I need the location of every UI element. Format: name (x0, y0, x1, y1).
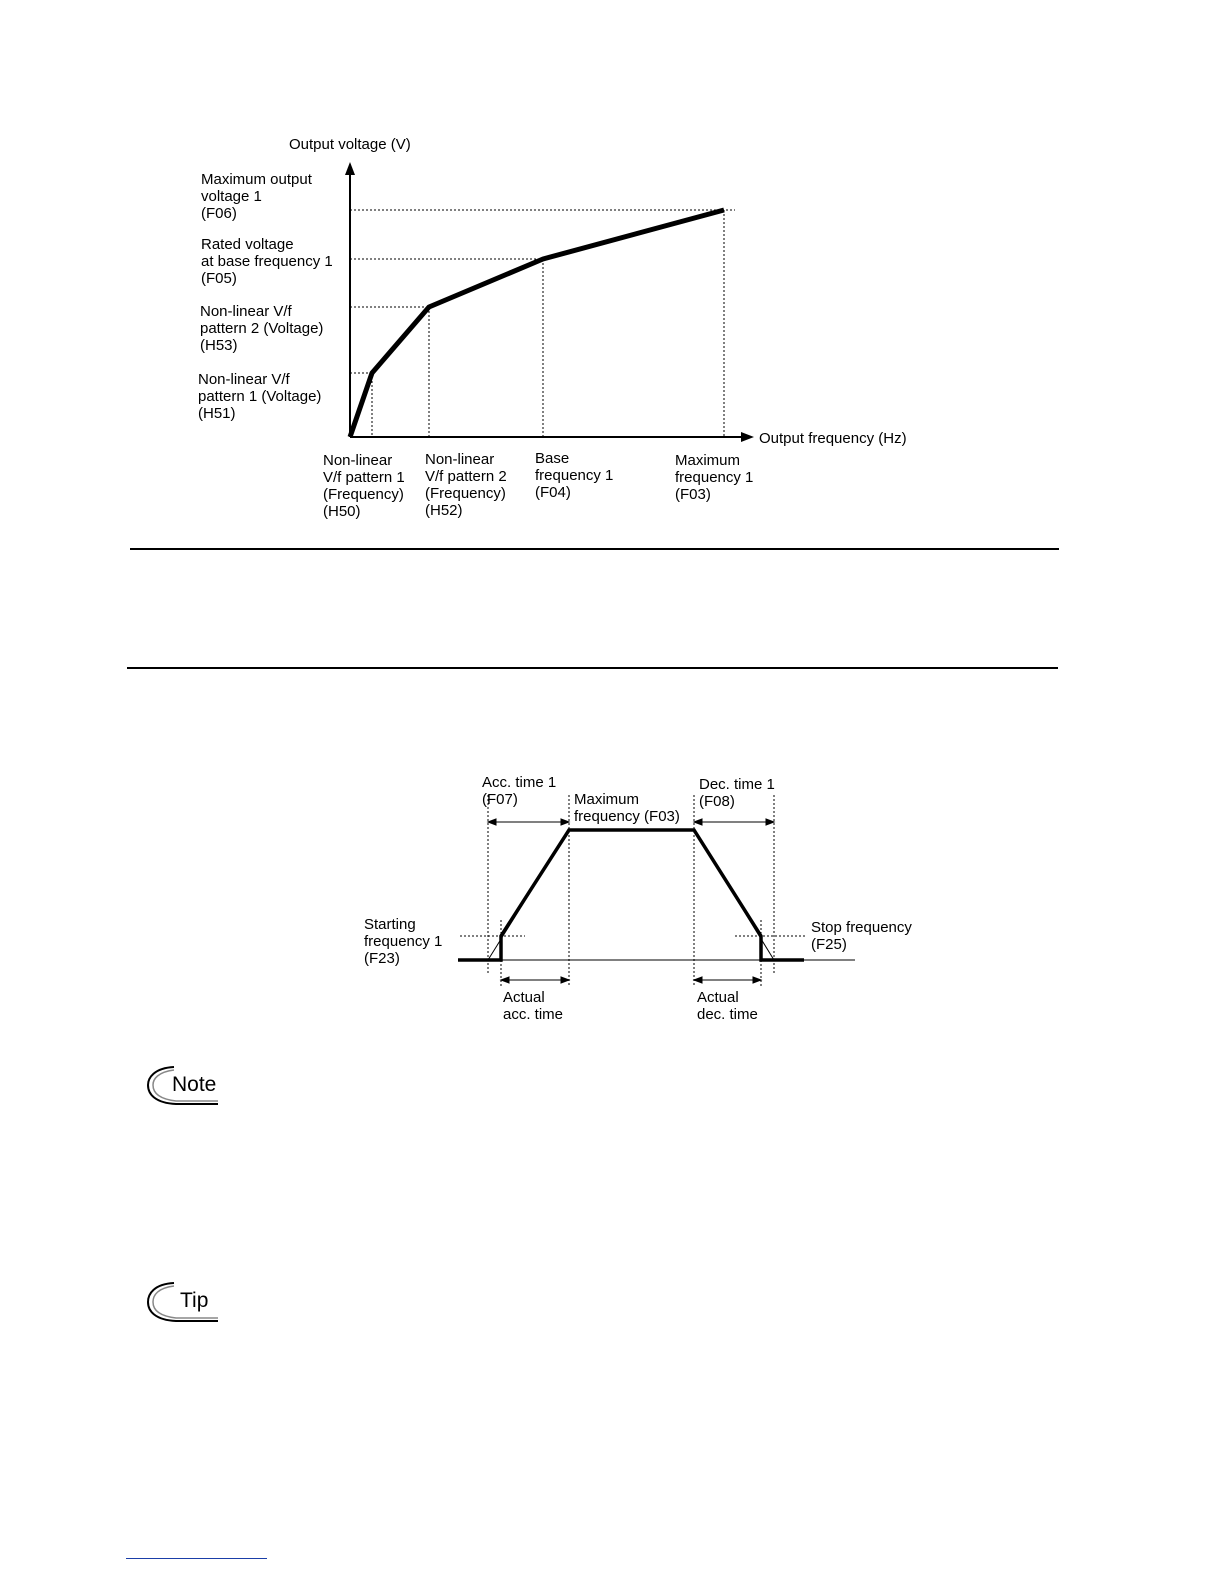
label-nonlinear-2-freq: Non-linear V/f pattern 2 (Frequency) (H52) (425, 451, 507, 519)
label-max-frequency: Maximum frequency (F03) (574, 791, 680, 825)
label-actual-acc: Actual acc. time (503, 989, 564, 1023)
vf-curve (350, 210, 724, 437)
x-axis-arrow (741, 432, 754, 442)
acc-time-arrow-right (561, 819, 569, 825)
actual-dec-arrow-left (694, 977, 702, 983)
tip-badge-label: Tip (180, 1289, 209, 1312)
label-nonlinear-2-voltage: Non-linear V/f pattern 2 (Voltage) (H53) (200, 303, 324, 354)
label-rated-voltage: Rated voltage at base frequency 1 (F05) (201, 236, 333, 287)
actual-acc-arrow-right (561, 977, 569, 983)
section-rule-bottom (127, 667, 1058, 669)
label-max-freq: Maximum frequency 1 (F03) (675, 452, 754, 503)
section-rule-top (130, 548, 1059, 550)
actual-acc-arrow-left (501, 977, 509, 983)
y-axis-label: Output voltage (V) (289, 136, 411, 153)
label-stop-frequency: Stop frequency (F25) (811, 919, 912, 953)
label-starting-frequency: Starting frequency 1 (F23) (364, 916, 443, 967)
acc-dec-diagram (0, 760, 1224, 1040)
tip-badge (146, 1280, 230, 1324)
y-axis-arrow (345, 162, 355, 175)
dec-time-arrow-left (694, 819, 702, 825)
x-axis-label: Output frequency (Hz) (759, 430, 907, 447)
vf-diagram (0, 0, 1224, 540)
actual-dec-arrow-right (753, 977, 761, 983)
label-max-output-voltage: Maximum output voltage 1 (F06) (201, 171, 312, 222)
acc-time-arrow-left (488, 819, 496, 825)
frequency-profile (458, 830, 804, 960)
note-badge-label: Note (172, 1073, 217, 1096)
label-actual-dec: Actual dec. time (697, 989, 758, 1023)
note-badge (146, 1064, 230, 1106)
label-nonlinear-1-voltage: Non-linear V/f pattern 1 (Voltage) (H51) (198, 371, 322, 422)
label-nonlinear-1-freq: Non-linear V/f pattern 1 (Frequency) (H50) (323, 452, 405, 520)
label-base-freq: Base frequency 1 (F04) (535, 450, 614, 501)
label-dec-time: Dec. time 1 (F08) (699, 776, 775, 810)
footer-link-underline[interactable] (126, 1558, 267, 1559)
dec-time-arrow-right (766, 819, 774, 825)
label-acc-time: Acc. time 1 (F07) (482, 774, 557, 808)
